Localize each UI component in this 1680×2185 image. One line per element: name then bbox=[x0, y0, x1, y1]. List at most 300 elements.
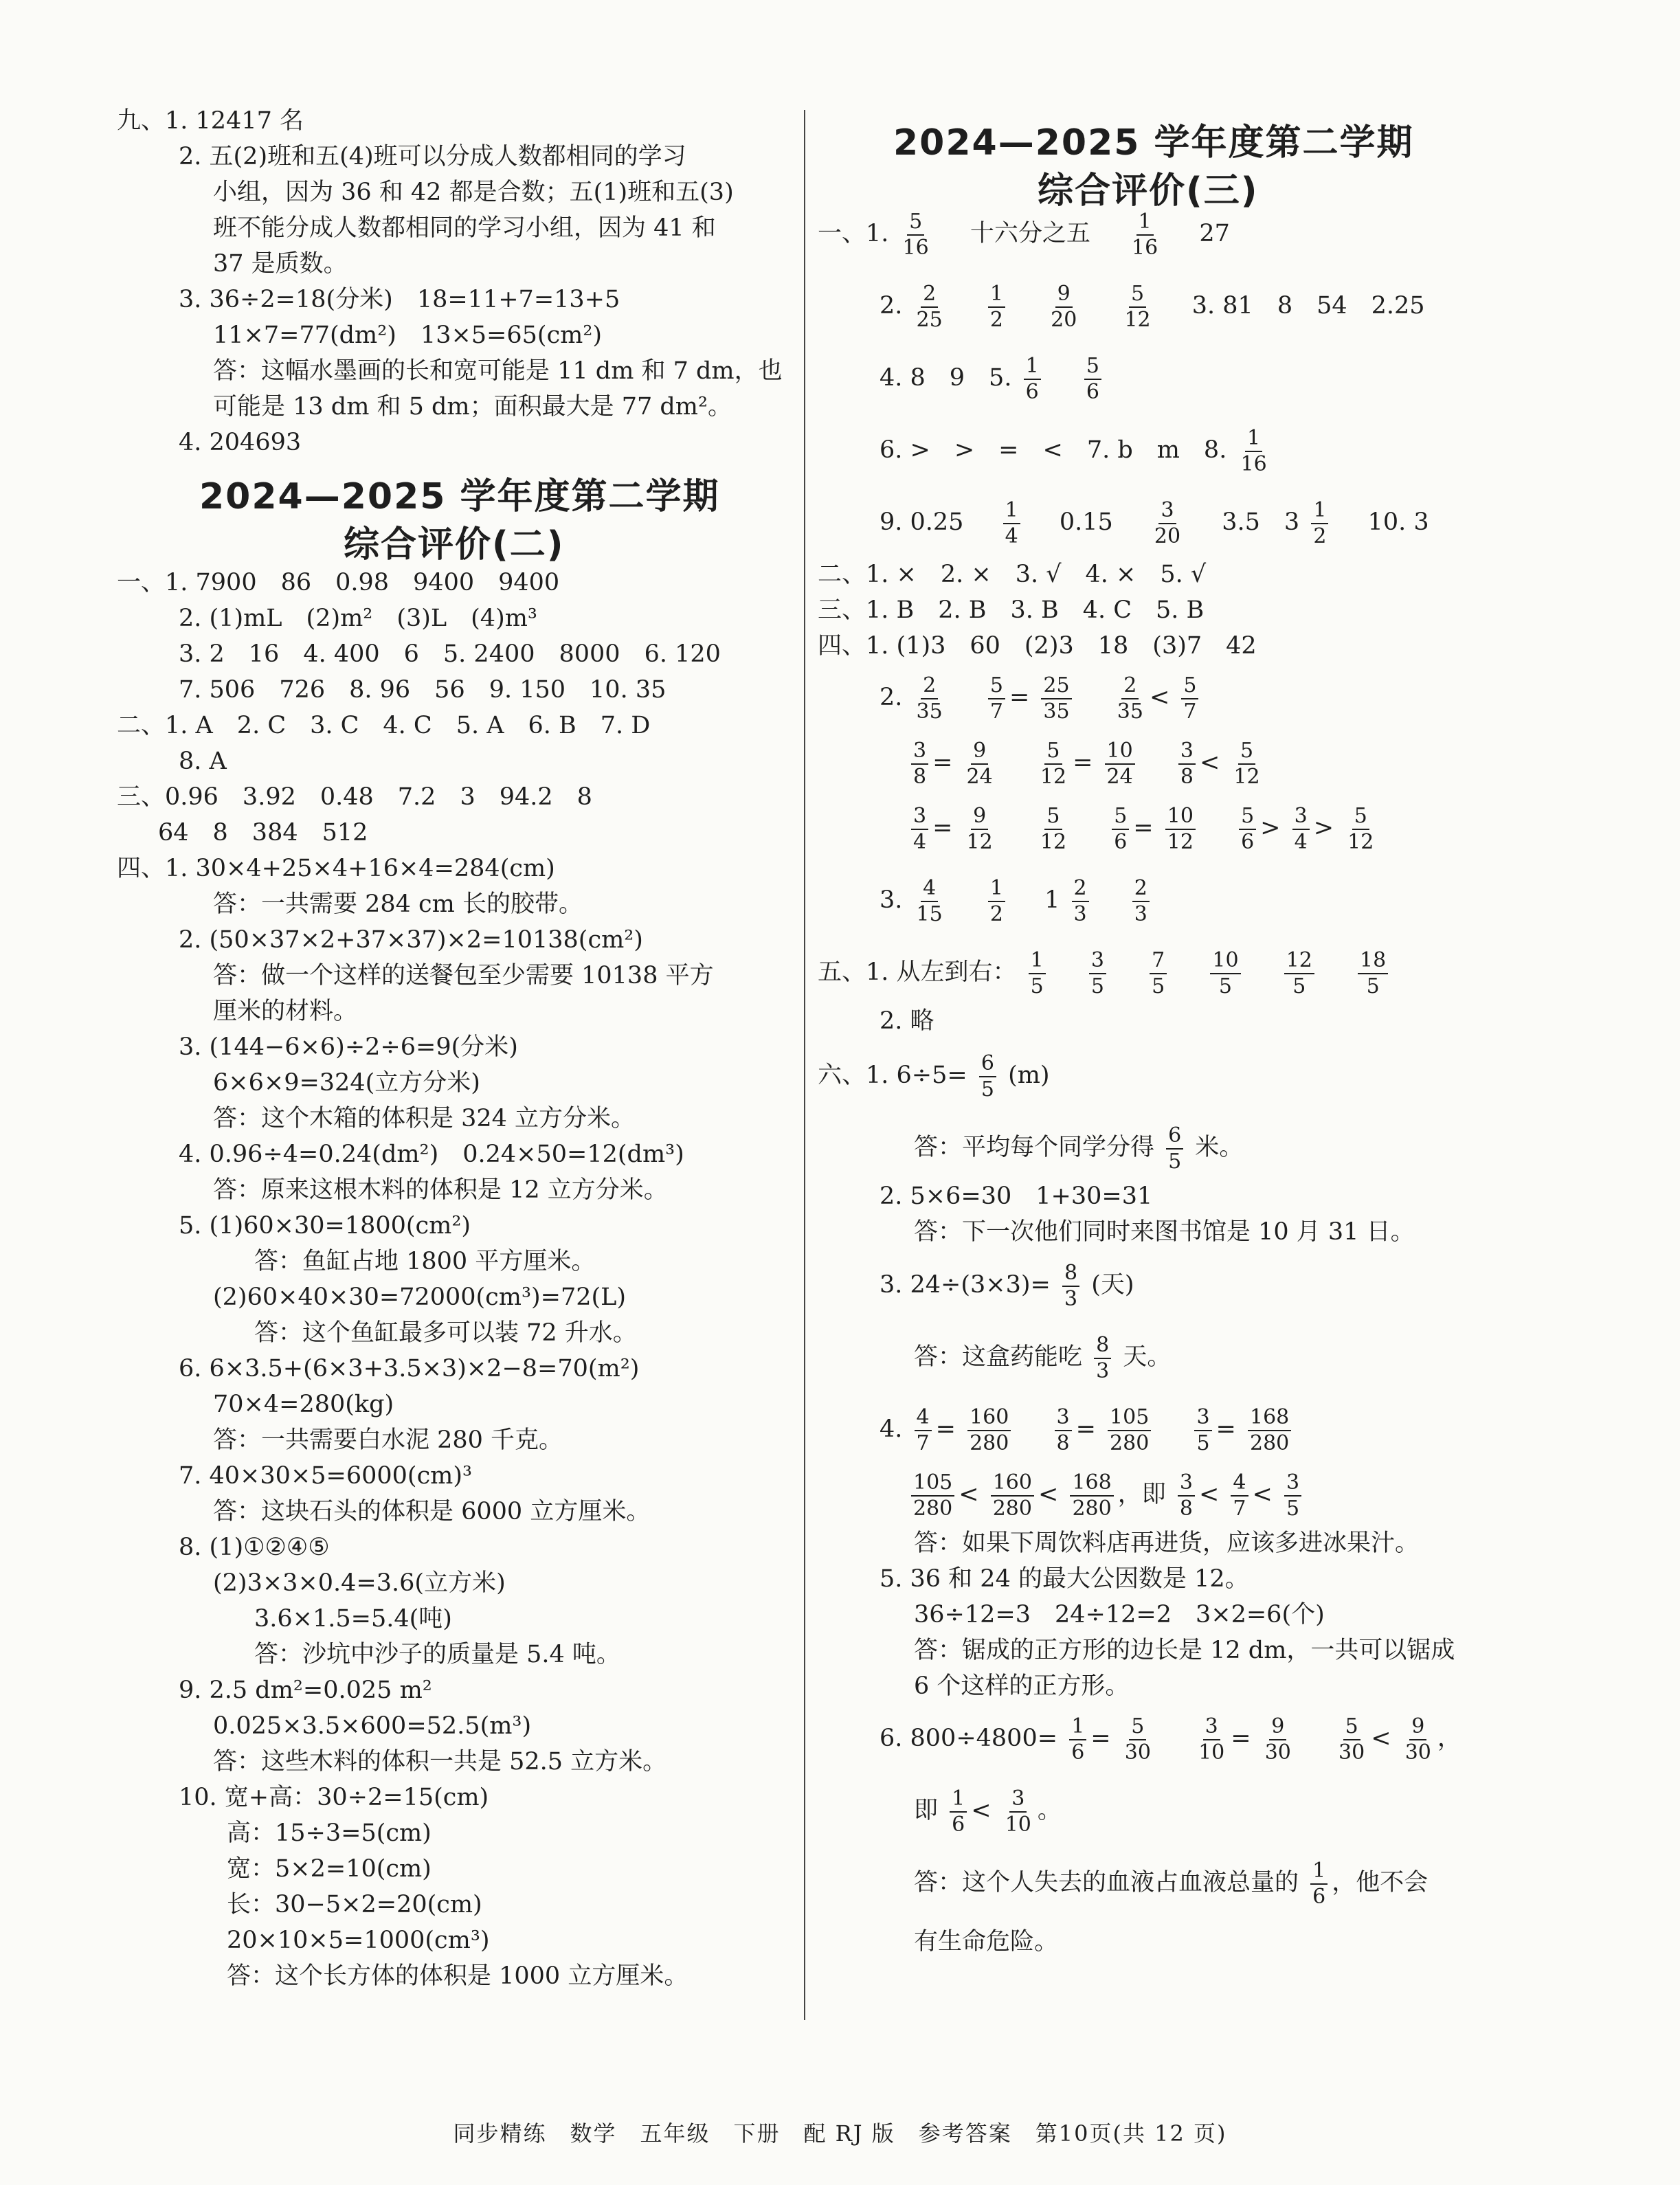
item-label: 一、1. bbox=[818, 220, 889, 247]
fraction bbox=[915, 282, 945, 333]
denominator: 35 bbox=[1117, 699, 1143, 724]
section-title: 2024—2025 学年度第二学期 bbox=[199, 476, 720, 517]
fraction bbox=[965, 804, 995, 855]
answer-4-5-reply: 答：这个鱼缸最多可以装 72 升水。 bbox=[254, 1319, 637, 1347]
answer-2-8: 8. A bbox=[179, 748, 227, 775]
text: 4. 8 9 5. bbox=[880, 364, 1012, 392]
answer-4-6-cont: 70×4=280(kg) bbox=[213, 1391, 394, 1418]
fraction bbox=[1231, 739, 1262, 789]
numerator: 4 bbox=[921, 876, 938, 902]
denominator: 30 bbox=[1339, 1740, 1365, 1764]
numerator: 3 bbox=[1089, 948, 1106, 974]
denominator: 6 bbox=[1114, 829, 1128, 854]
answer-r1-6 bbox=[880, 423, 1273, 478]
numerator: 6 bbox=[979, 1051, 996, 1077]
answer-4-10-cont: 20×10×5=1000(cm³) bbox=[227, 1927, 490, 1954]
answer-r6-1 bbox=[818, 1048, 1050, 1103]
answer-r6-3 bbox=[880, 1257, 1134, 1312]
answer-4-3-reply: 答：这个木箱的体积是 324 立方分米。 bbox=[213, 1105, 636, 1132]
numerator: 3 bbox=[1055, 1405, 1072, 1431]
numerator: 5 bbox=[1084, 354, 1101, 380]
fraction bbox=[967, 1405, 1011, 1456]
denominator: 24 bbox=[1106, 764, 1133, 789]
fraction bbox=[1024, 354, 1041, 405]
answer-r6-2: 2. 5×6=30 1+30=31 bbox=[880, 1183, 1153, 1210]
answer-4-7: 7. 40×30×5=6000(cm)³ bbox=[179, 1462, 473, 1490]
answer-4-8-part2: (2)3×3×0.4=3.6(立方米) bbox=[213, 1569, 506, 1597]
numerator: 105 bbox=[1108, 1405, 1151, 1431]
numerator: 5 bbox=[1343, 1714, 1360, 1740]
answer-r6-5: 5. 36 和 24 的最大公因数是 12。 bbox=[880, 1565, 1249, 1593]
denominator: 2 bbox=[989, 307, 1003, 332]
answer-r4-2-cont: $\frac{3}{8}$ = $\frac{9}{24}$ $\frac{5}{12}$ = $\frac{10}{24}$ $\frac{3}{8}$ < $\frac{5}{12}$ bbox=[907, 735, 1266, 790]
fraction bbox=[979, 1051, 996, 1102]
numerator: 1 bbox=[988, 876, 1005, 902]
numerator: 9 bbox=[1269, 1714, 1286, 1740]
numerator: 1 bbox=[1136, 210, 1154, 236]
denominator: 7 bbox=[1233, 1496, 1246, 1521]
answer-4-9-cont: 0.025×3.5×600=52.5(m³) bbox=[213, 1712, 532, 1740]
numerator: 1 bbox=[1024, 354, 1041, 380]
text: 十六分之五 bbox=[970, 220, 1090, 247]
fraction bbox=[1049, 282, 1079, 333]
answer-r6-5-cont: 36÷12=3 24÷12=2 3×2=6(个) bbox=[914, 1601, 1325, 1628]
numerator: 168 bbox=[1070, 1470, 1113, 1497]
denominator: 12 bbox=[1233, 764, 1260, 789]
numerator: 3 bbox=[1009, 1786, 1027, 1813]
denominator: 6 bbox=[1071, 1740, 1085, 1764]
answer-4-4-reply: 答：原来这根木料的体积是 12 立方分米。 bbox=[213, 1176, 668, 1204]
text: ，他不会 bbox=[1332, 1869, 1429, 1896]
numerator: 10 bbox=[1210, 948, 1240, 974]
numerator: 3 bbox=[1194, 1405, 1211, 1431]
numerator: 4 bbox=[1231, 1470, 1248, 1497]
answer-r4-3 bbox=[880, 873, 1154, 928]
fraction bbox=[911, 739, 928, 789]
numerator: 2 bbox=[1072, 876, 1089, 902]
numerator: 1 bbox=[1311, 498, 1328, 524]
numerator: 18 bbox=[1358, 948, 1388, 974]
numerator: 1 bbox=[1029, 948, 1046, 974]
answer-4-5-part2: (2)60×40×30=72000(cm³)=72(L) bbox=[213, 1284, 627, 1311]
page-footer: 同步精练 数学 五年级 下册 配 RJ 版 参考答案 第10页(共 12 页) bbox=[453, 2120, 1227, 2147]
answer-4-8-cont: 3.6×1.5=5.4(吨) bbox=[254, 1605, 452, 1633]
answer-9-3-cont: 11×7=77(dm²) 13×5=65(cm²) bbox=[213, 322, 603, 349]
text: 答：平均每个同学分得 bbox=[914, 1134, 1155, 1161]
answer-4-7-reply: 答：这块石头的体积是 6000 立方厘米。 bbox=[213, 1498, 651, 1525]
numerator: 3 bbox=[1178, 1470, 1195, 1497]
denominator: 3 bbox=[1134, 901, 1147, 926]
item-label: 2. bbox=[880, 684, 903, 711]
answer-4-8: 8. (1)①②④⑤ bbox=[179, 1534, 330, 1561]
denominator: 8 bbox=[1056, 1431, 1070, 1455]
whole-number: 1 bbox=[1044, 886, 1060, 914]
numerator: 5 bbox=[1239, 804, 1256, 830]
answer-r4-2: 2. $\frac{2}{35}$ $\frac{5}{7}$ = $\frac{25}{35}$ $\frac{2}{35}$ < $\frac{5}{7}$ bbox=[880, 670, 1202, 725]
answer-4-2-reply: 厘米的材料。 bbox=[213, 998, 358, 1025]
denominator: 8 bbox=[1179, 1496, 1193, 1521]
answer-4-10-reply: 答：这个长方体的体积是 1000 立方厘米。 bbox=[227, 1962, 688, 1990]
numerator: 3 bbox=[1284, 1470, 1301, 1497]
numerator: 5 bbox=[1181, 673, 1198, 699]
denominator: 16 bbox=[1132, 235, 1158, 260]
text: 即 bbox=[914, 1797, 939, 1824]
denominator: 6 bbox=[952, 1812, 965, 1837]
fraction bbox=[988, 876, 1005, 927]
fraction bbox=[1311, 498, 1328, 549]
answer-4-1-reply: 答：一共需要 284 cm 长的胶带。 bbox=[213, 890, 583, 918]
denominator: 15 bbox=[916, 901, 943, 926]
answer-r6-4-reply: 答：如果下周饮料店再进货，应该多进冰果汁。 bbox=[914, 1530, 1420, 1557]
fraction bbox=[1108, 1405, 1151, 1456]
denominator: 5 bbox=[1030, 974, 1044, 998]
denominator: 5 bbox=[1286, 1496, 1300, 1521]
numerator: 105 bbox=[911, 1470, 954, 1497]
numerator: 160 bbox=[967, 1405, 1011, 1431]
answer-4-9: 9. 2.5 dm²=0.025 m² bbox=[179, 1677, 432, 1704]
numerator: 1 bbox=[1310, 1859, 1328, 1885]
answer-4-1: 四、1. 30×4+25×4+16×4=284(cm) bbox=[117, 855, 555, 882]
denominator: 5 bbox=[1292, 974, 1306, 998]
answer-9-2: 2. 五(2)班和五(4)班可以分成人数都相同的学习 bbox=[179, 143, 686, 170]
answer-9-2-cont: 班不能分成人数都相同的学习小组，因为 41 和 bbox=[213, 214, 716, 242]
denominator: 16 bbox=[902, 235, 929, 260]
answer-r6-6-reply bbox=[914, 1855, 1428, 1910]
answer-4-4: 4. 0.96÷4=0.24(dm²) 0.24×50=12(dm³) bbox=[179, 1141, 684, 1168]
text: 六、1. 6÷5= bbox=[818, 1062, 967, 1089]
denominator: 7 bbox=[916, 1431, 930, 1455]
denominator: 280 bbox=[1250, 1431, 1290, 1455]
numerator: 3 bbox=[1178, 739, 1196, 765]
numerator: 5 bbox=[988, 673, 1005, 699]
item-label: 4. bbox=[880, 1415, 903, 1443]
answer-r1-1 bbox=[818, 206, 1230, 261]
denominator: 3 bbox=[1096, 1358, 1110, 1383]
numerator: 10 bbox=[1105, 739, 1135, 765]
denominator: 12 bbox=[966, 829, 993, 854]
fraction bbox=[1166, 1123, 1183, 1174]
section-subtitle: 综合评价(三) bbox=[1038, 170, 1259, 212]
answer-4-2: 2. (50×37×2+37×37)×2=10138(cm²) bbox=[179, 926, 643, 954]
item-label: 五、1. 从左到右： bbox=[818, 959, 1017, 986]
text: 3. 24÷(3×3)= bbox=[880, 1271, 1051, 1299]
numerator: 2 bbox=[921, 282, 938, 308]
denominator: 10 bbox=[1198, 1740, 1225, 1764]
text: 0.15 bbox=[1059, 508, 1113, 536]
fraction bbox=[1248, 1405, 1291, 1456]
fraction bbox=[1105, 739, 1135, 789]
denominator: 4 bbox=[1294, 829, 1308, 854]
numerator: 3 bbox=[1158, 498, 1176, 524]
denominator: 7 bbox=[1183, 699, 1197, 724]
numerator: 3 bbox=[911, 804, 928, 830]
answer-r6-2-reply: 答：下一次他们同时来图书馆是 10 月 31 日。 bbox=[914, 1218, 1415, 1246]
numerator: 5 bbox=[1129, 1714, 1146, 1740]
fraction bbox=[1181, 673, 1198, 724]
fraction bbox=[1084, 354, 1101, 405]
answer-r6-4-cont: $\frac{105}{280}$ < $\frac{160}{280}$ < $\frac{168}{280}$ ，即 $\frac{3}{8}$ < $\frac{4}{7}$ < $\frac{3}{5}$ bbox=[907, 1467, 1306, 1522]
numerator: 3 bbox=[1203, 1714, 1220, 1740]
numerator: 8 bbox=[1094, 1333, 1111, 1359]
numerator: 5 bbox=[1129, 282, 1146, 308]
fraction bbox=[915, 1405, 932, 1456]
answer-4-10-cont: 高：15÷3=5(cm) bbox=[227, 1819, 432, 1847]
answer-9-3-cont: 可能是 13 dm 和 5 dm；面积最大是 77 dm²。 bbox=[213, 393, 732, 421]
denominator: 280 bbox=[1110, 1431, 1150, 1455]
fraction bbox=[1062, 1261, 1079, 1312]
fraction bbox=[965, 739, 995, 789]
denominator: 280 bbox=[913, 1496, 953, 1521]
fraction bbox=[1284, 1470, 1301, 1521]
denominator: 5 bbox=[1152, 974, 1165, 998]
denominator: 30 bbox=[1124, 1740, 1151, 1764]
text: 天。 bbox=[1123, 1343, 1172, 1371]
answer-4-3-cont: 6×6×9=324(立方分米) bbox=[213, 1069, 480, 1097]
answer-3-cont: 64 8 384 512 bbox=[158, 819, 368, 847]
answer-r1-9 bbox=[880, 495, 1429, 550]
fraction bbox=[1070, 1470, 1113, 1521]
fraction bbox=[1132, 876, 1150, 927]
numerator: 1 bbox=[950, 1786, 967, 1813]
fraction bbox=[988, 282, 1005, 333]
denominator: 30 bbox=[1264, 1740, 1291, 1764]
denominator: 20 bbox=[1154, 524, 1181, 548]
answer-4-10-cont: 宽：5×2=10(cm) bbox=[227, 1855, 432, 1883]
text: 6. > > = < 7. b m 8. bbox=[880, 436, 1227, 464]
fraction bbox=[1336, 1714, 1367, 1765]
fraction bbox=[1238, 426, 1268, 477]
numerator: 7 bbox=[1150, 948, 1167, 974]
denominator: 24 bbox=[966, 764, 993, 789]
numerator: 9 bbox=[971, 804, 988, 830]
answer-4-10: 10. 宽+高：30÷2=15(cm) bbox=[179, 1784, 489, 1811]
numerator: 9 bbox=[1409, 1714, 1426, 1740]
fraction bbox=[1292, 804, 1310, 855]
denominator: 2 bbox=[989, 901, 1003, 926]
denominator: 6 bbox=[1025, 379, 1039, 404]
denominator: 3 bbox=[1073, 901, 1087, 926]
fraction bbox=[915, 673, 945, 724]
item-label: 2. bbox=[880, 292, 903, 320]
numerator: 5 bbox=[1238, 739, 1255, 765]
numerator: 160 bbox=[991, 1470, 1034, 1497]
denominator: 12 bbox=[1040, 764, 1067, 789]
denominator: 12 bbox=[1124, 307, 1151, 332]
answer-9-3-cont: 答：这幅水墨画的长和宽可能是 11 dm 和 7 dm，也 bbox=[213, 357, 783, 385]
fraction bbox=[950, 1786, 967, 1837]
answer-9-2-cont: 小组，因为 36 和 42 都是合数；五(1)班和五(3) bbox=[213, 179, 734, 206]
fraction bbox=[1178, 1470, 1195, 1521]
fraction bbox=[1094, 1333, 1111, 1384]
answer-r6-4: 4. $\frac{4}{7}$ = $\frac{160}{280}$ $\frac{3}{8}$ = $\frac{105}{280}$ $\frac{3}{5}$ = $\frac{168}{280}$ bbox=[880, 1402, 1295, 1457]
denominator: 280 bbox=[992, 1496, 1032, 1521]
numerator: 9 bbox=[1055, 282, 1073, 308]
answer-4-10-cont: 长：30−5×2=20(cm) bbox=[227, 1891, 482, 1918]
fraction bbox=[1403, 1714, 1433, 1765]
answer-r6-3-reply bbox=[914, 1330, 1171, 1385]
answer-4-3: 3. (144−6×6)÷2÷6=9(分米) bbox=[179, 1033, 518, 1061]
denominator: 6 bbox=[1312, 1884, 1326, 1909]
answer-1-7: 7. 506 726 8. 96 56 9. 150 10. 35 bbox=[179, 676, 667, 704]
fraction bbox=[1038, 804, 1068, 855]
denominator: 5 bbox=[1090, 974, 1104, 998]
fraction bbox=[1194, 1405, 1211, 1456]
answer-r5-1 bbox=[818, 945, 1392, 1000]
denominator: 4 bbox=[1005, 524, 1018, 548]
numerator: 5 bbox=[907, 210, 924, 236]
fraction bbox=[1115, 673, 1145, 724]
numerator: 4 bbox=[915, 1405, 932, 1431]
denominator: 35 bbox=[916, 699, 943, 724]
numerator: 3 bbox=[1292, 804, 1310, 830]
fraction bbox=[1069, 1714, 1086, 1765]
denominator: 4 bbox=[913, 829, 927, 854]
answer-r5-2: 2. 略 bbox=[880, 1007, 934, 1035]
answer-4-5-reply: 答：鱼缸占地 1800 平方厘米。 bbox=[254, 1248, 596, 1275]
numerator: 1 bbox=[1003, 498, 1020, 524]
denominator: 5 bbox=[1168, 1149, 1182, 1174]
fraction bbox=[911, 1470, 954, 1521]
answer-r6-5-reply: 6 个这样的正方形。 bbox=[914, 1672, 1130, 1700]
numerator: 2 bbox=[1121, 673, 1139, 699]
item-label: 3. bbox=[880, 886, 903, 914]
answer-r6-6: 6. 800÷4800= $\frac{1}{6}$ = $\frac{5}{30}$ $\frac{3}{10}$ = $\frac{9}{30}$ $\frac{5}{30}$ < $\frac{9}{30}$ ， bbox=[880, 1714, 1461, 1764]
answer-4-9-reply: 答：这些木料的体积一共是 52.5 立方米。 bbox=[213, 1748, 667, 1775]
fraction bbox=[1263, 1714, 1293, 1765]
answer-4-6: 6. 6×3.5+(6×3+3.5×3)×2−8=70(m²) bbox=[179, 1355, 640, 1382]
text: 6. 800÷4800= bbox=[880, 1725, 1058, 1752]
numerator: 2 bbox=[1132, 876, 1150, 902]
fraction bbox=[1130, 210, 1160, 260]
denominator: 3 bbox=[1064, 1286, 1078, 1311]
numerator: 5 bbox=[1044, 804, 1062, 830]
text: 答：这盒药能吃 bbox=[914, 1343, 1083, 1371]
numerator: 1 bbox=[1245, 426, 1262, 452]
section-title: 2024—2025 学年度第二学期 bbox=[893, 122, 1414, 164]
answer-r6-1-reply bbox=[914, 1120, 1243, 1175]
denominator: 8 bbox=[1180, 764, 1194, 789]
numerator: 168 bbox=[1248, 1405, 1291, 1431]
fraction bbox=[1003, 1786, 1033, 1837]
fraction bbox=[1055, 1405, 1072, 1456]
answer-4-5: 5. (1)60×30=1800(cm²) bbox=[179, 1212, 471, 1240]
fraction bbox=[915, 876, 945, 927]
text: 米。 bbox=[1195, 1134, 1244, 1161]
denominator: 280 bbox=[1072, 1496, 1112, 1521]
fraction bbox=[1196, 1714, 1227, 1765]
fraction bbox=[988, 673, 1005, 724]
answer-1-1: 一、1. 7900 86 0.98 9400 9400 bbox=[117, 569, 560, 596]
answer-9-3: 3. 36÷2=18(分米) 18=11+7=13+5 bbox=[179, 286, 620, 313]
fraction bbox=[1358, 948, 1388, 999]
denominator: 35 bbox=[1043, 699, 1070, 724]
denominator: 16 bbox=[1240, 451, 1267, 476]
fraction bbox=[1165, 804, 1196, 855]
numerator: 5 bbox=[1352, 804, 1369, 830]
text: 3. 81 8 54 2.25 bbox=[1191, 292, 1425, 320]
denominator: 10 bbox=[1005, 1812, 1031, 1837]
denominator: 5 bbox=[1196, 1431, 1210, 1455]
fraction bbox=[1029, 948, 1046, 999]
text: 。 bbox=[1037, 1797, 1062, 1824]
answer-9-4: 4. 204693 bbox=[179, 429, 302, 456]
answer-r4-1: 四、1. (1)3 60 (2)3 18 (3)7 42 bbox=[818, 632, 1257, 660]
denominator: 5 bbox=[981, 1077, 994, 1101]
text: (天) bbox=[1091, 1271, 1134, 1299]
numerator: 5 bbox=[1044, 739, 1062, 765]
denominator: 6 bbox=[1241, 829, 1255, 854]
text: 9. 0.25 bbox=[880, 508, 964, 536]
denominator: 8 bbox=[913, 764, 927, 789]
answer-9-1: 九、1. 12417 名 bbox=[117, 107, 304, 135]
fraction bbox=[1003, 498, 1020, 549]
fraction bbox=[1310, 1859, 1328, 1909]
fraction bbox=[1150, 948, 1167, 999]
denominator: 5 bbox=[1218, 974, 1233, 998]
numerator: 5 bbox=[1112, 804, 1129, 830]
denominator: 280 bbox=[970, 1431, 1009, 1455]
answer-r1-2 bbox=[880, 278, 1425, 333]
fraction bbox=[901, 210, 931, 260]
numerator: 10 bbox=[1165, 804, 1196, 830]
denominator: 7 bbox=[989, 699, 1003, 724]
fraction bbox=[1345, 804, 1376, 855]
numerator: 8 bbox=[1062, 1261, 1079, 1287]
answer-1-3: 3. 2 16 4. 400 6 5. 2400 8000 6. 120 bbox=[179, 640, 721, 668]
fraction bbox=[1089, 948, 1106, 999]
answer-4-2-reply: 答：做一个这样的送餐包至少需要 10138 平方 bbox=[213, 962, 714, 989]
answer-4-8-reply: 答：沙坑中沙子的质量是 5.4 吨。 bbox=[254, 1641, 620, 1668]
numerator: 12 bbox=[1284, 948, 1314, 974]
numerator: 9 bbox=[971, 739, 988, 765]
answer-r4-2-cont: $\frac{3}{4}$ = $\frac{9}{12}$ $\frac{5}{12}$ $\frac{5}{6}$ = $\frac{10}{12}$ $\frac{5}{6}$ > $\frac{3}{4}$ > $\frac{5}{12}$ bbox=[907, 800, 1380, 855]
numerator: 6 bbox=[1166, 1123, 1183, 1150]
denominator: 12 bbox=[1040, 829, 1067, 854]
fraction bbox=[1239, 804, 1256, 855]
fraction bbox=[1284, 948, 1314, 999]
fraction bbox=[1072, 876, 1089, 927]
denominator: 6 bbox=[1086, 379, 1099, 404]
text: 10. 3 bbox=[1367, 508, 1429, 536]
answer-r6-5-reply: 答：锯成的正方形的边长是 12 dm，一共可以锯成 bbox=[914, 1637, 1455, 1664]
text: ，即 bbox=[1117, 1481, 1166, 1508]
denominator: 12 bbox=[1347, 829, 1374, 854]
fraction bbox=[1123, 1714, 1153, 1765]
denominator: 25 bbox=[916, 307, 943, 332]
denominator: 2 bbox=[1313, 524, 1327, 548]
fraction bbox=[1112, 804, 1129, 855]
answer-r6-6-cont: 即 $\frac{1}{6}$ < $\frac{3}{10}$ 。 bbox=[914, 1786, 1062, 1837]
numerator: 2 bbox=[921, 673, 938, 699]
denominator: 30 bbox=[1404, 1740, 1431, 1764]
answer-r6-6-reply: 有生命危险。 bbox=[914, 1928, 1059, 1956]
fraction bbox=[1038, 739, 1068, 789]
section-subtitle: 综合评价(二) bbox=[344, 524, 565, 565]
answer-1-2: 2. (1)mL (2)m² (3)L (4)m³ bbox=[179, 605, 537, 632]
fraction bbox=[1178, 739, 1196, 789]
fraction bbox=[991, 1470, 1034, 1521]
answer-r2: 二、1. × 2. × 3. √ 4. × 5. √ bbox=[818, 561, 1207, 588]
denominator: 12 bbox=[1167, 829, 1194, 854]
denominator: 20 bbox=[1051, 307, 1077, 332]
numerator: 25 bbox=[1041, 673, 1071, 699]
answer-9-2-cont: 37 是质数。 bbox=[213, 250, 348, 278]
fraction bbox=[1152, 498, 1183, 549]
text: 27 bbox=[1199, 220, 1230, 247]
fraction bbox=[1041, 673, 1071, 724]
column-divider bbox=[804, 110, 805, 2020]
fraction bbox=[1231, 1470, 1248, 1521]
